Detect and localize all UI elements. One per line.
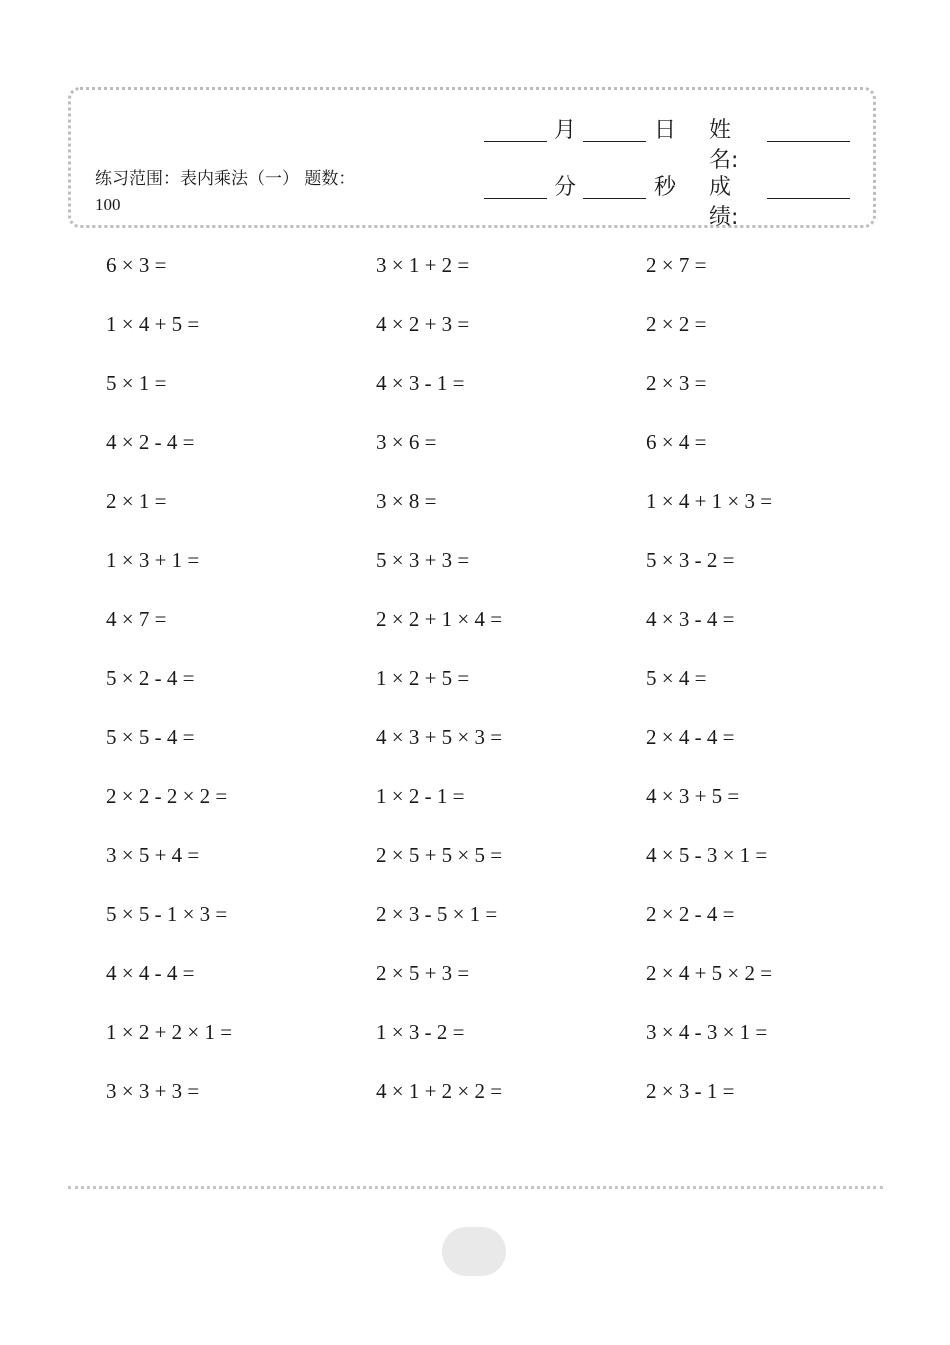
second-blank[interactable] [583, 198, 646, 199]
problem: 4 × 3 + 5 × 3 = [376, 725, 503, 749]
score-blank[interactable] [767, 198, 850, 199]
problem-grid [106, 250, 916, 1135]
problem-row [106, 486, 916, 545]
month-label: 月 [554, 118, 577, 143]
day-label: 日 [654, 118, 677, 143]
problem: 5 × 3 - 2 = [646, 548, 735, 572]
problem: 2 × 5 + 5 × 5 = [376, 843, 503, 867]
problem: 4 × 3 + 5 = [646, 784, 740, 808]
problem-row [106, 604, 916, 663]
problem: 2 × 5 + 3 = [376, 961, 470, 985]
problem: 5 × 1 = [106, 371, 167, 395]
problem: 2 × 2 = [646, 312, 707, 336]
problem: 4 × 3 - 4 = [646, 607, 735, 631]
problem-row [106, 545, 916, 604]
problem: 1 × 2 + 5 = [376, 666, 470, 690]
problem: 2 × 7 = [646, 253, 707, 277]
problem: 3 × 5 + 4 = [106, 843, 200, 867]
problem: 1 × 4 + 5 = [106, 312, 200, 336]
problem-row [106, 958, 916, 1017]
problem: 2 × 4 + 5 × 2 = [646, 961, 773, 985]
problem: 1 × 3 + 1 = [106, 548, 200, 572]
problem-row [106, 1076, 916, 1135]
problem: 4 × 5 - 3 × 1 = [646, 843, 768, 867]
month-blank[interactable] [484, 141, 547, 142]
second-label: 秒 [654, 175, 677, 200]
problem: 2 × 2 + 1 × 4 = [376, 607, 503, 631]
problem: 5 × 5 - 1 × 3 = [106, 902, 228, 926]
name-blank[interactable] [767, 141, 850, 142]
problem: 4 × 2 + 3 = [376, 312, 470, 336]
problem-row [106, 899, 916, 958]
problem: 1 × 2 + 2 × 1 = [106, 1020, 233, 1044]
problem-row [106, 781, 916, 840]
footer-divider [68, 1186, 883, 1189]
problem-row [106, 663, 916, 722]
problem: 3 × 6 = [376, 430, 437, 454]
minute-blank[interactable] [484, 198, 547, 199]
problem: 2 × 1 = [106, 489, 167, 513]
problem: 2 × 3 - 1 = [646, 1079, 735, 1103]
problem: 1 × 2 - 1 = [376, 784, 465, 808]
problem: 4 × 4 - 4 = [106, 961, 195, 985]
name-label: 姓名: [709, 118, 739, 173]
problem: 2 × 4 - 4 = [646, 725, 735, 749]
problem: 1 × 4 + 1 × 3 = [646, 489, 773, 513]
problem: 3 × 8 = [376, 489, 437, 513]
practice-range-label: 练习范围：表内乘法（一） 题数：100 [95, 169, 356, 214]
problem: 2 × 3 = [646, 371, 707, 395]
minute-label: 分 [554, 175, 577, 200]
problem-row [106, 427, 916, 486]
problem: 2 × 3 - 5 × 1 = [376, 902, 498, 926]
problem: 2 × 2 - 2 × 2 = [106, 784, 228, 808]
problem: 5 × 2 - 4 = [106, 666, 195, 690]
problem: 5 × 4 = [646, 666, 707, 690]
problem: 3 × 3 + 3 = [106, 1079, 200, 1103]
problem: 3 × 1 + 2 = [376, 253, 470, 277]
problem: 2 × 2 - 4 = [646, 902, 735, 926]
problem: 6 × 4 = [646, 430, 707, 454]
page-number-badge [442, 1227, 506, 1276]
problem: 1 × 3 - 2 = [376, 1020, 465, 1044]
problem-row [106, 1017, 916, 1076]
problem-count: 100 [95, 195, 121, 214]
problem: 3 × 4 - 3 × 1 = [646, 1020, 768, 1044]
day-blank[interactable] [583, 141, 646, 142]
problem: 4 × 7 = [106, 607, 167, 631]
problem-row [106, 840, 916, 899]
problem-row [106, 368, 916, 427]
problem: 4 × 3 - 1 = [376, 371, 465, 395]
score-label: 成绩: [709, 175, 739, 230]
problem-row [106, 309, 916, 368]
problem-row [106, 722, 916, 781]
problem: 4 × 1 + 2 × 2 = [376, 1079, 503, 1103]
problem: 6 × 3 = [106, 253, 167, 277]
problem: 4 × 2 - 4 = [106, 430, 195, 454]
problem-row [106, 250, 916, 309]
problem: 5 × 5 - 4 = [106, 725, 195, 749]
problem: 5 × 3 + 3 = [376, 548, 470, 572]
